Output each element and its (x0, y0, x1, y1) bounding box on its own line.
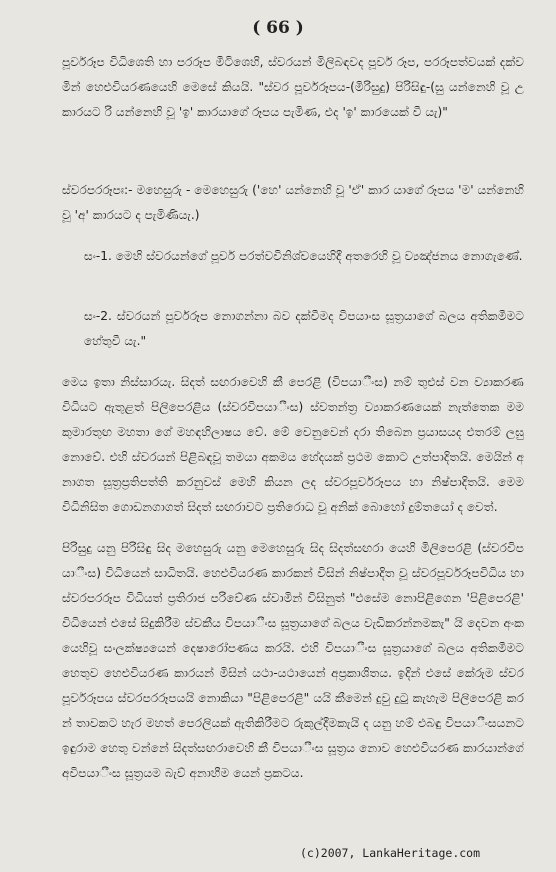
paragraph-vowel-post-form: ස්වරපරරූපඃ:- මහෙසුරු - මෙහෙසුරු ('හෙ' යන්නෙහි වූ 'ඒ' කාර යාගේ රූපය 'ම' යන්නෙහි වූ 'අ' කාරයට ද පැමිණියැ.) (62, 183, 524, 222)
note-one: සං-1. මෙහි ස්වරයන්ගේ පූර්ව පරත්වවිනිශ්චයෙහිදී අතරෙහි වූ ව්‍යඤ්ජනය නොගැණේ. (84, 249, 523, 263)
paragraph-pre-form-rules: පූර්වරූප විධිශෙති හා පරරූප මීටිශෙහි, ස්වරයන් මිලිබඳවද පූර්ව රූප, පරරූපත්වයක් දක්වමින් හෙළුවියරණයෙහි මෙසේ කියයි. "ස්වර පූර්වරූපය-(මිරිසුදු) පිරිසිඳු-(සු යන්නෙහි වූ උකාරයට රි යන්නෙහි වූ 'ඉ' කාරයාගේ රූපය පැමිණ, එද 'ඉ' කාරයෙක් වී යැ)" (62, 55, 524, 119)
paragraph-explanation: පිරිසුදු යනු පිරිසිඳු සිද මහෙසුරු යනු මෙහෙසුරු සිද සිදත්සඟරා යෙහි මිලිපෙරළි (ස්වරවිපයාීංස) විධියෙන් සාධිතයි. හෙළුවියරණ කාරකන් විසින් නිෂ්පාදිත වූ ස්වරපූර්වරූපවිධිය හා ස්වරපරරූප විධියත් ප්‍රතිරාජ පරිවේණ ස්වාමින් විසිනුත් "එසේම නොපිළිගෙන 'පිළිපෙරළි' විධියෙන් එසේ සිදුකිරීම ස්වකීය විපයාීංස සූත්‍රයාගේ බලය වැඩිකරන්නමකැ" යි දෙවන අංකයෙහිවූ සංලක්ෂ්‍යයෙන් දෙෂාරෝපණය කරයි. එහි විපයාීංස සූත්‍රයාගේ බලය අතිකමීමට හෙතුව හෙළුවියරණ කාරයන් මිසින් යථා-යථායෙන් අප්‍රකාශිතය. ඉදින් එසේ කේරුම ස්වරපූර්වරූපය ස්වරපරරූපයයි නොකියා "පිළිපෙරළි" යයි කීමෙන් දුවු දුටු කැහැම පිලිපෙරළි කරන් තාවකට හැර මහත් පෙරලියක් ඇතිකිරීමට රුකුල්දීමකැයි ද යනු හම් එබඳු විපයාීංසයනට ඉඳුරාම හෙතු වන්නේ සිදත්සඟරාවෙහි කී විපයාීංස සූත්‍රය නොව හෙළුවියරණ කාරයාන්ගේ අවිපයාීංස සූත්‍රයම බැව් අනාහීම යෙන් ප්‍රකටය. (62, 541, 524, 780)
note-two: සං-2. ස්වරයන් පූර්වරූප නොගන්නා බව දක්වීමද විපයාංස සූත්‍රයාගේ බලය අතිකමීමට හේතුවී යැ." (84, 309, 524, 348)
copyright-footer: (c)2007, LankaHeritage.com (300, 846, 481, 860)
paragraph-critique: මෙය ඉතා නිස්සාරයැ. සිදත් සඟරාවෙහි කී පෙරළි (විපයාීංස) නම් තුළුස් වන ව්‍යාකරණ විධියට ඇතුළත් පිලිපෙරළිය (ස්වරවිපයාීංස) ස්වතන්ත්‍ර ව්‍යාකරණයෙක් නැත්තෙක මම කුමාරතුඟ මහතා ගේ මහඳහිලාෂය වේ. මේ වෙනුවෙන් දරා තිබෙන ප්‍රයාසයද එතරම් ලඝු නොවේ. එහි ස්වරයන් පිළිබඳවූ තමයා අකමය හේදයක් ප්‍රථම කොට උත්පාදිතයි. මෙයින් අනාගත සූත්‍රප්‍රතිපත්ති කරනුවස් මෙහි කියන ලද ස්වරපූර්වරූපය හා නිෂ්පාදිතයි. මෙම විධිනිසිත ගොඩනගාගත් සිදත් සඟරාවට ප්‍රතිරොධ වූ අනික් බොහෝ දුම්තයෝ ද වෙත්. (62, 375, 524, 514)
page-number: ( 66 ) (252, 18, 304, 38)
